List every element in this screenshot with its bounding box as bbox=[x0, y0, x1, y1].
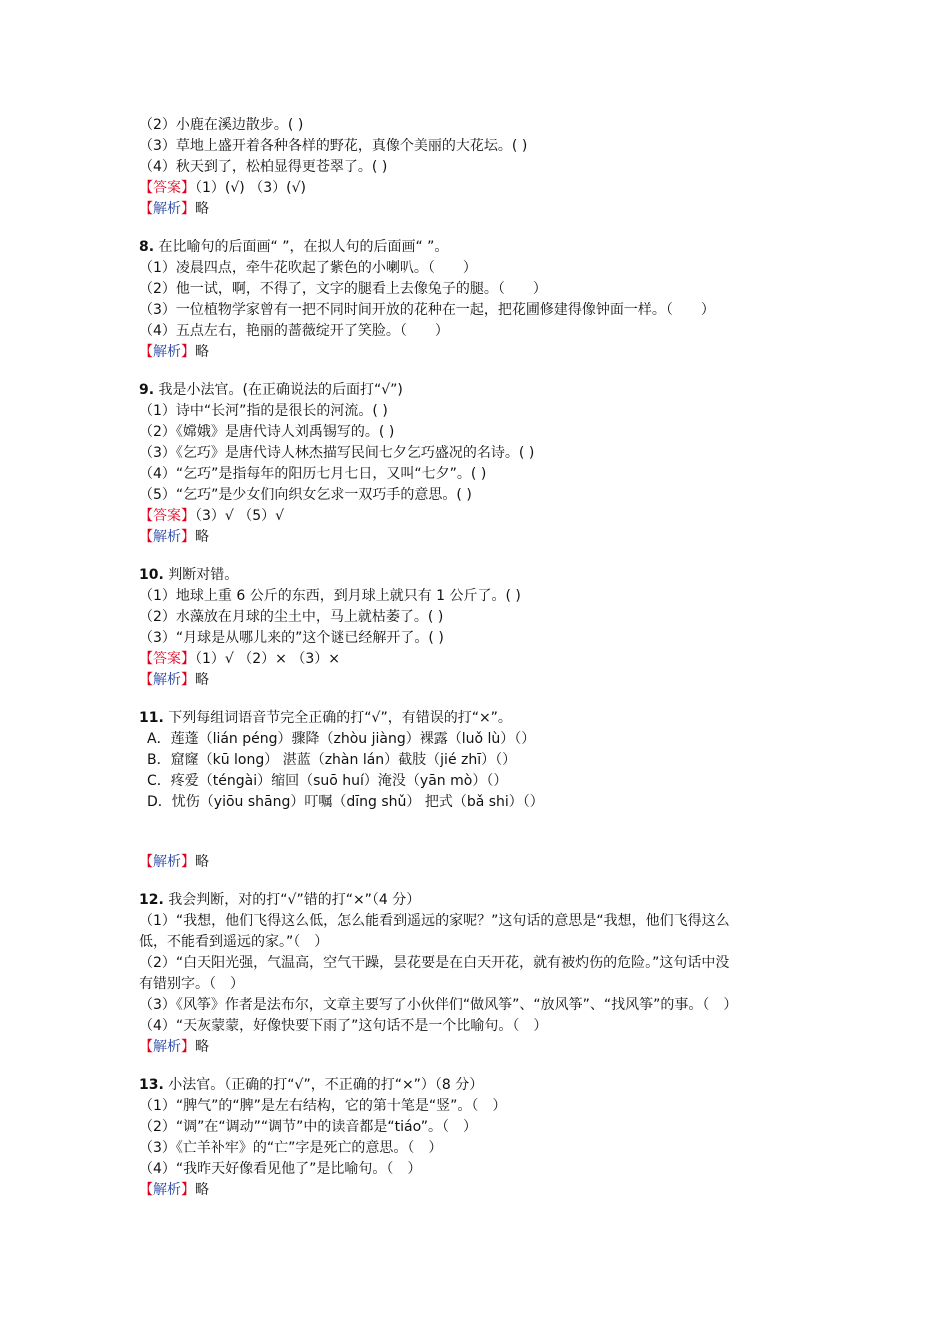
question-8-title: 8. 在比喻句的后面画“ ”，在拟人句的后面画“ ”。 bbox=[139, 239, 449, 255]
q8-item-1: （1）凌晨四点，牵牛花吹起了紫色的小喇叭。（ ） bbox=[139, 260, 477, 276]
q12-item-3: （3）《风筝》作者是法布尔，文章主要写了小伙伴们“做风筝”、“放风筝”、“找风筝”的事。（ ） bbox=[139, 997, 738, 1013]
analysis-tag: 【解析】 bbox=[139, 344, 195, 360]
q11-option-b: B．窟窿（kū long） 湛蓝（zhàn lán）截肢（jié zhī）（） bbox=[147, 752, 517, 768]
answer-text: （1）√ （2）× （3）× bbox=[195, 651, 341, 667]
q12-item-1a: （1）“我想，他们飞得这么低，怎么能看到遥远的家呢？”这句话的意思是“我想，他们飞得这么 bbox=[139, 913, 730, 929]
q8-item-4: （4）五点左右，艳丽的蔷薇绽开了笑脸。（ ） bbox=[139, 323, 449, 339]
q12-item-4: （4）“天灰蒙蒙，好像快要下雨了”这句话不是一个比喻句。（ ） bbox=[139, 1018, 548, 1034]
question-13-title: 13. 小法官。（正确的打“√”，不正确的打“×”）（8 分） bbox=[139, 1077, 484, 1093]
q8-analysis-line bbox=[139, 342, 860, 362]
analysis-text: 略 bbox=[195, 854, 209, 870]
analysis-text: 略 bbox=[195, 672, 209, 688]
q13-item-1: （1）“脾气”的“脾”是左右结构，它的第十笔是“竖”。（ ） bbox=[139, 1098, 507, 1114]
question-12-title: 12. 我会判断，对的打“√”错的打“×”（4 分） bbox=[139, 892, 421, 908]
q9-analysis-line bbox=[139, 527, 860, 547]
answer-tag: 【答案】 bbox=[139, 508, 195, 524]
q10-item-1: （1）地球上重 6 公斤的东西，到月球上就只有 1 公斤了。( ) bbox=[139, 588, 521, 604]
top-item-4: （4）秋天到了，松柏显得更苍翠了。( ) bbox=[139, 159, 388, 175]
q9-item-3: （3）《乞巧》是唐代诗人林杰描写民间七夕乞巧盛况的名诗。( ) bbox=[139, 445, 535, 461]
answer-text: （1）(√) （3）(√) bbox=[195, 180, 306, 196]
q9-answer-line bbox=[139, 506, 860, 526]
q10-analysis-line bbox=[139, 670, 860, 690]
question-10-title: 10. 判断对错。 bbox=[139, 567, 239, 583]
q9-item-5: （5）“乞巧”是少女们向织女乞求一双巧手的意思。( ) bbox=[139, 487, 472, 503]
q10-item-2: （2）水藻放在月球的尘土中，马上就枯萎了。( ) bbox=[139, 609, 444, 625]
q9-item-4: （4）“乞巧”是指每年的阳历七月七日，又叫“七夕”。( ) bbox=[139, 466, 487, 482]
q8-item-2: （2）他一试，啊，不得了，文字的腿看上去像兔子的腿。（ ） bbox=[139, 281, 547, 297]
q11-option-d: D．忧伤（yiōu shāng）叮嘱（dīng shǔ） 把式（bǎ shi）（） bbox=[147, 794, 544, 810]
top-analysis-line bbox=[139, 199, 860, 219]
analysis-tag: 【解析】 bbox=[139, 854, 195, 870]
q11-option-c: C．疼爱（téngài）缩回（suō huí）淹没（yān mò）（） bbox=[147, 773, 508, 789]
answer-tag: 【答案】 bbox=[139, 180, 195, 196]
analysis-tag: 【解析】 bbox=[139, 1182, 195, 1198]
q12-analysis-line bbox=[139, 1037, 860, 1057]
q12-item-2a: （2）“白天阳光强，气温高，空气干躁，昙花要是在白天开花，就有被灼伤的危险。”这句话中没 bbox=[139, 955, 730, 971]
top-item-3: （3）草地上盛开着各种各样的野花，真像个美丽的大花坛。( ) bbox=[139, 138, 528, 154]
analysis-tag: 【解析】 bbox=[139, 201, 195, 217]
analysis-text: 略 bbox=[195, 1039, 209, 1055]
analysis-text: 略 bbox=[195, 1182, 209, 1198]
analysis-text: 略 bbox=[195, 201, 209, 217]
answer-text: （3）√ （5）√ bbox=[195, 508, 285, 524]
q11-option-a: A．莲蓬（lián péng）骤降（zhòu jiàng）裸露（luǒ lù）（） bbox=[147, 731, 536, 747]
question-9-title: 9. 我是小法官。(在正确说法的后面打“√”) bbox=[139, 382, 403, 398]
q9-item-2: （2）《嫦娥》是唐代诗人刘禹锡写的。( ) bbox=[139, 424, 395, 440]
answer-tag: 【答案】 bbox=[139, 651, 195, 667]
analysis-text: 略 bbox=[195, 344, 209, 360]
q13-item-2: （2）“调”在“调动”“调节”中的读音都是“tiáo”。（ ） bbox=[139, 1119, 477, 1135]
q10-answer-line bbox=[139, 649, 860, 669]
top-item-2: （2）小鹿在溪边散步。( ) bbox=[139, 117, 304, 133]
question-11-title: 11. 下列每组词语音节完全正确的打“√”，有错误的打“×”。 bbox=[139, 710, 512, 726]
analysis-tag: 【解析】 bbox=[139, 1039, 195, 1055]
q13-item-4: （4）“我昨天好像看见他了”是比喻句。（ ） bbox=[139, 1161, 422, 1177]
q12-item-1b: 低，不能看到遥远的家。”（ ） bbox=[139, 934, 329, 950]
analysis-tag: 【解析】 bbox=[139, 529, 195, 545]
q13-analysis-line bbox=[139, 1180, 860, 1200]
q9-item-1: （1）诗中“长河”指的是很长的河流。( ) bbox=[139, 403, 388, 419]
q13-item-3: （3）《亡羊补牢》的“亡”字是死亡的意思。（ ） bbox=[139, 1140, 443, 1156]
analysis-text: 略 bbox=[195, 529, 209, 545]
q8-item-3: （3）一位植物学家曾有一把不同时间开放的花种在一起，把花圃修建得像钟面一样。（ ） bbox=[139, 302, 715, 318]
top-answer-line bbox=[139, 178, 860, 198]
analysis-tag: 【解析】 bbox=[139, 672, 195, 688]
q10-item-3: （3）“月球是从哪儿来的”这个谜已经解开了。( ) bbox=[139, 630, 444, 646]
q12-item-2b: 有错别字。（ ） bbox=[139, 976, 244, 992]
q11-analysis-line bbox=[139, 852, 860, 872]
